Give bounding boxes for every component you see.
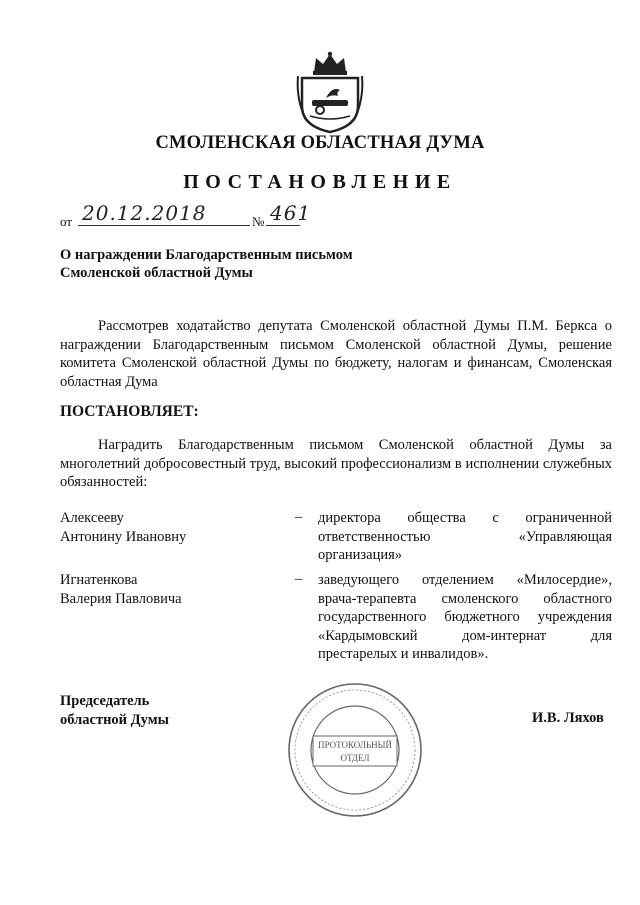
awardee-2-surname: Игнатенкова [60,572,138,588]
awardee-2-name [60,571,280,608]
document-type: ПОСТАНОВЛЕНИЕ [183,171,457,193]
awardee-2-given-name: Валерия Павловича [60,590,182,607]
signatory-title-line-2: областной Думы [60,711,169,728]
handwritten-date: 20.12.2018 [82,201,207,225]
coat-of-arms-icon [296,50,364,134]
document-subject [60,246,400,282]
resolves-heading: ПОСТАНОВЛЯЕТ: [60,403,199,420]
stamp-center-line-2: ОТДЕЛ [340,753,370,763]
signatory-title-line-1: Председатель [60,693,150,709]
subject-line-2: Смоленской областной Думы [60,265,253,281]
signatory-title [60,692,260,729]
official-stamp [285,680,425,820]
awardee-1-dash: – [295,509,303,525]
issuing-body: СМОЛЕНСКАЯ ОБЛАСТНАЯ ДУМА [155,133,485,153]
registration-line [60,201,312,229]
awardee-1-surname: Алексееву [60,510,124,526]
handwritten-number: 461 [270,201,312,225]
stamp-icon [285,680,425,820]
number-prefix: № [252,214,265,229]
subject-line-1: О награждении Благодарственным письмом [60,247,353,263]
preamble-paragraph: Рассмотрев ходатайство депутата Смоленской областной Думы П.М. Беркса о награждении Благодарственным письмом Смоленской областной Думы, решение комитета Смоленской областной Думы по бюджету, налогам и финансам, Смоленская областная Дума [60,318,612,390]
awardee-2-position: заведующего отделением «Милосердие», врача-терапевта смоленского областного государственного бюджетного учреждения «Кардымовский дом-интернат для престарелых и инвалидов». [318,572,612,662]
awardee-1-given-name: Антонину Ивановну [60,528,187,545]
awardee-1-name [60,509,280,546]
stamp-center-line-1: ПРОТОКОЛЬНЫЙ [318,740,392,750]
awardee-1-position: директора общества с ограниченной ответственностью «Управляющая организация» [318,510,612,563]
awardee-2-dash: – [295,571,303,587]
number-underline [266,225,300,226]
decision-paragraph: Наградить Благодарственным письмом Смоленской областной Думы за многолетний добросовестный труд, высокий профессионализм в исполнении служебных обязанностей: [60,437,612,490]
date-underline [78,225,250,226]
date-prefix: от [60,214,73,229]
signatory-name: И.В. Ляхов [532,710,604,726]
